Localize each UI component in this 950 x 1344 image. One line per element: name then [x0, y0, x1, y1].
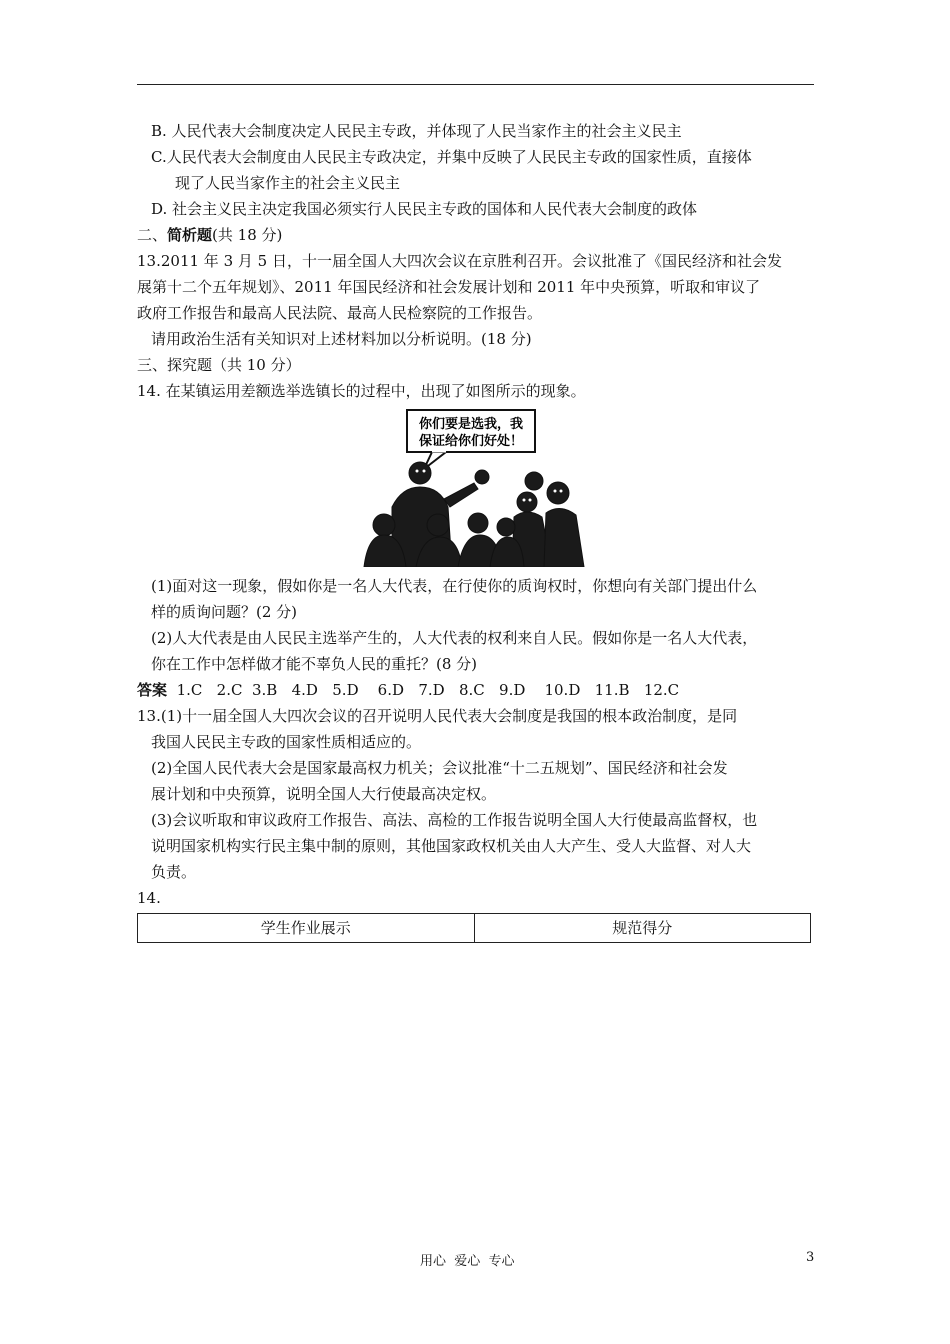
q14-part-2-cont: 你在工作中怎样做才能不辜负人民的重托？(8 分) — [151, 655, 478, 673]
answer13-line-1: 13.(1)十一届全国人大四次会议的召开说明人民代表大会制度是我国的根本政治制度，是同 — [137, 707, 738, 725]
section-2-heading: 二、简析题(共 18 分) — [137, 226, 283, 244]
header-rule — [137, 84, 814, 85]
option-c: C.人民代表大会制度由人民民主专政决定，并集中反映了人民民主专政的国家性质，直接体 — [151, 148, 752, 166]
answer13-line-5: (3)会议听取和审议政府工作报告、高法、高检的工作报告说明全国人大行使最高监督权，也 — [151, 811, 758, 829]
answer13-line-6: 说明国家机构实行民主集中制的原则，其他国家政权机关由人大产生、受人大监督、对人大 — [151, 837, 752, 855]
cartoon-illustration — [362, 407, 592, 567]
option-c-cont: 现了人民当家作主的社会主义民主 — [175, 174, 401, 192]
answer14-table — [137, 913, 811, 943]
table-row — [138, 914, 811, 943]
answer14-label: 14. — [137, 889, 161, 907]
q14-part-1-cont: 样的质询问题？(2 分) — [151, 603, 298, 621]
q13-line-4: 请用政治生活有关知识对上述材料加以分析说明。(18 分) — [151, 330, 532, 348]
answer-label: 答案 — [137, 681, 168, 699]
footer-motto: 用心 爱心 专心 — [420, 1254, 515, 1269]
speech-bubble-line-2: 保证给你们好处！ — [418, 434, 524, 449]
option-b: B. 人民代表大会制度决定人民民主专政，并体现了人民当家作主的社会主义民主 — [151, 122, 682, 140]
table-header-score: 规范得分 — [474, 914, 811, 943]
page-number: 3 — [806, 1250, 815, 1265]
q14-part-2: (2)人大代表是由人民民主选举产生的，人大代表的权利来自人民。假如你是一名人大代表， — [151, 629, 758, 647]
answer13-line-2: 我国人民民主专政的国家性质相适应的。 — [151, 733, 422, 751]
q13-line-2: 展第十二个五年规划》、2011 年国民经济和社会发展计划和 2011 年中央预算，听取和审议了 — [137, 278, 761, 296]
answer13-line-7: 负责。 — [151, 863, 197, 881]
q13-line-1: 13.2011 年 3 月 5 日，十一届全国人大四次会议在京胜利召开。会议批准了《国民经济和社会发 — [137, 252, 782, 270]
cartoon-figure — [362, 407, 592, 567]
q14-stem: 14. 在某镇运用差额选举选镇长的过程中，出现了如图所示的现象。 — [137, 382, 586, 400]
answer-key — [137, 677, 815, 703]
speech-bubble-line-1: 你们要是选我，我 — [418, 417, 524, 432]
answer13-line-4: 展计划和中央预算，说明全国人大行使最高决定权。 — [151, 785, 497, 803]
q13-line-3: 政府工作报告和最高人民法院、最高人民检察院的工作报告。 — [137, 304, 543, 322]
page-content — [137, 118, 815, 943]
q14-part-1: (1)面对这一现象，假如你是一名人大代表，在行使你的质询权时，你想向有关部门提出什么 — [151, 577, 758, 595]
answer13-line-3: (2)全国人民代表大会是国家最高权力机关；会议批准“十二五规划”、国民经济和社会发 — [151, 759, 728, 777]
answer-items: 1.C 2.C 3.B 4.D 5.D 6.D 7.D 8.C 9.D 10.D 11.B 12.C — [176, 681, 680, 699]
option-d: D. 社会主义民主决定我国必须实行人民民主专政的国体和人民代表大会制度的政体 — [151, 200, 698, 218]
table-header-student-work: 学生作业展示 — [138, 914, 475, 943]
section-3-heading: 三、探究题（共 10 分） — [137, 356, 301, 374]
